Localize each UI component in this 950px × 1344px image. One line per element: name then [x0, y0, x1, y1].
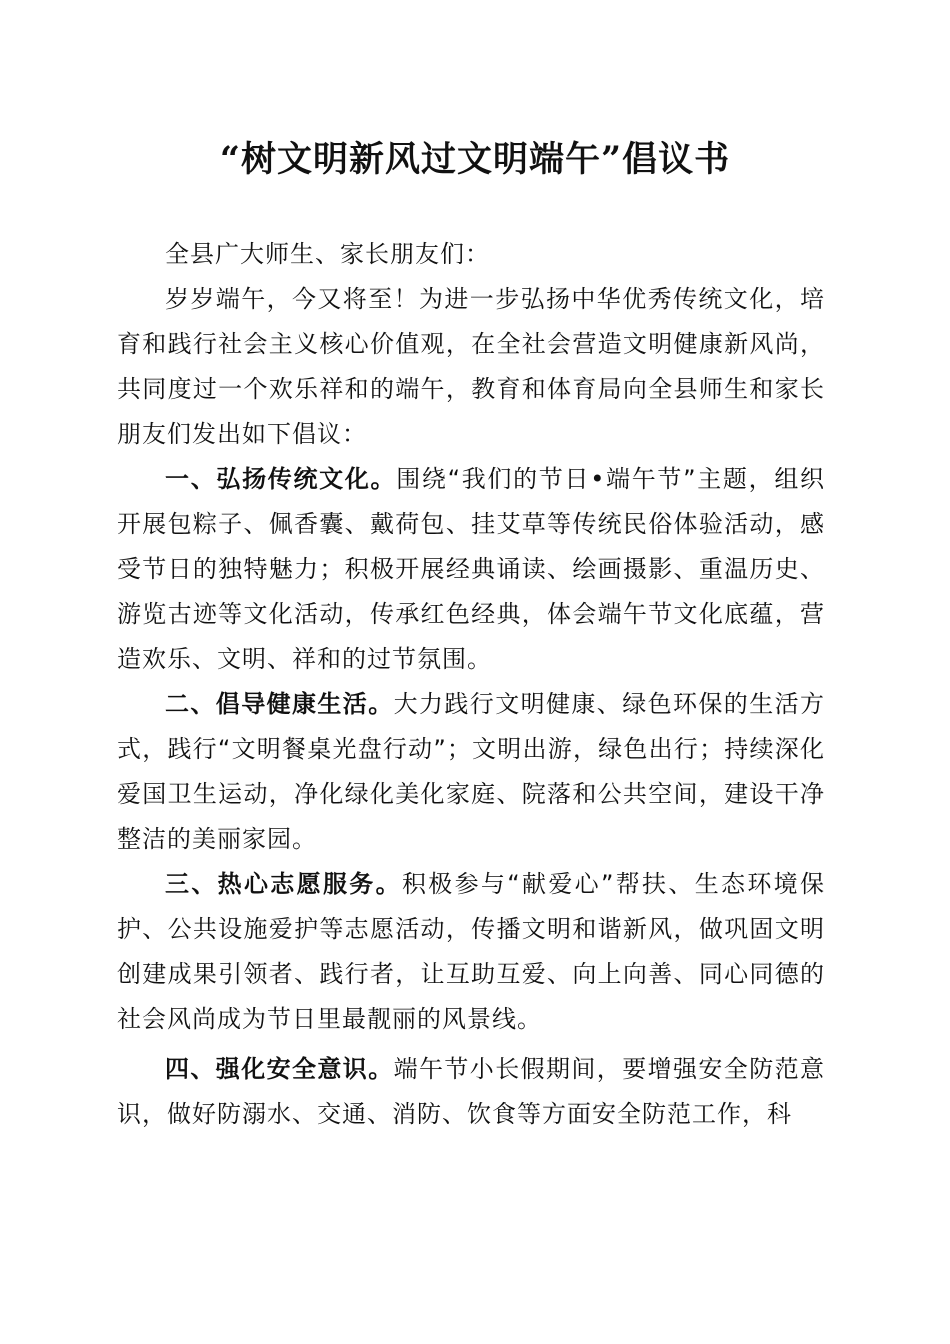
- section-heading: 二、倡导健康生活。: [165, 690, 394, 718]
- intro-paragraph: 岁岁端午，今又将至！为进一步弘扬中华优秀传统文化，培育和践行社会主义核心价值观，在全社会营造文明健康新风尚，共同度过一个欢乐祥和的端午，教育和体育局向全县师生和家长朋友们发出如下倡议：: [117, 285, 825, 448]
- section-paragraph: [117, 682, 825, 862]
- section-paragraph: [117, 862, 825, 1042]
- section-paragraph: [117, 457, 825, 682]
- section-heading: 三、热心志愿服务。: [165, 870, 402, 898]
- section-text: 端午节小长假期间，要增强安全防范意识，做好防溺水、交通、消防、饮食等方面安全防范工作，科: [117, 1055, 826, 1128]
- document-title: “树文明新风过文明端午”倡议书: [219, 139, 731, 180]
- section-text: 围绕“我们的节日•端午节”主题，组织开展包粽子、佩香囊、戴荷包、挂艾草等传统民俗体验活动，感受节日的独特魅力；积极开展经典诵读、绘画摄影、重温历史、游览古迹等文化活动，传承红色经典，体会端午节文化底蕴，营造欢乐、文明、祥和的过节氛围。: [117, 465, 826, 673]
- section-heading: 一、弘扬传统文化。: [165, 465, 397, 493]
- section-heading: 四、强化安全意识。: [165, 1055, 394, 1083]
- document-body: [117, 232, 825, 1137]
- section-text: 积极参与“献爱心”帮扶、生态环境保护、公共设施爱护等志愿活动，传播文明和谐新风，做巩固文明创建成果引领者、践行者，让互助互爱、向上向善、同心同德的社会风尚成为节日里最靓丽的风景线。: [117, 870, 826, 1033]
- section-text: 大力践行文明健康、绿色环保的生活方式，践行“文明餐桌光盘行动”；文明出游，绿色出行；持续深化爱国卫生运动，净化绿化美化家庭、院落和公共空间，建设干净整洁的美丽家园。: [117, 690, 826, 853]
- section-paragraph: [117, 1047, 825, 1137]
- salutation: 全县广大师生、家长朋友们：: [165, 240, 490, 268]
